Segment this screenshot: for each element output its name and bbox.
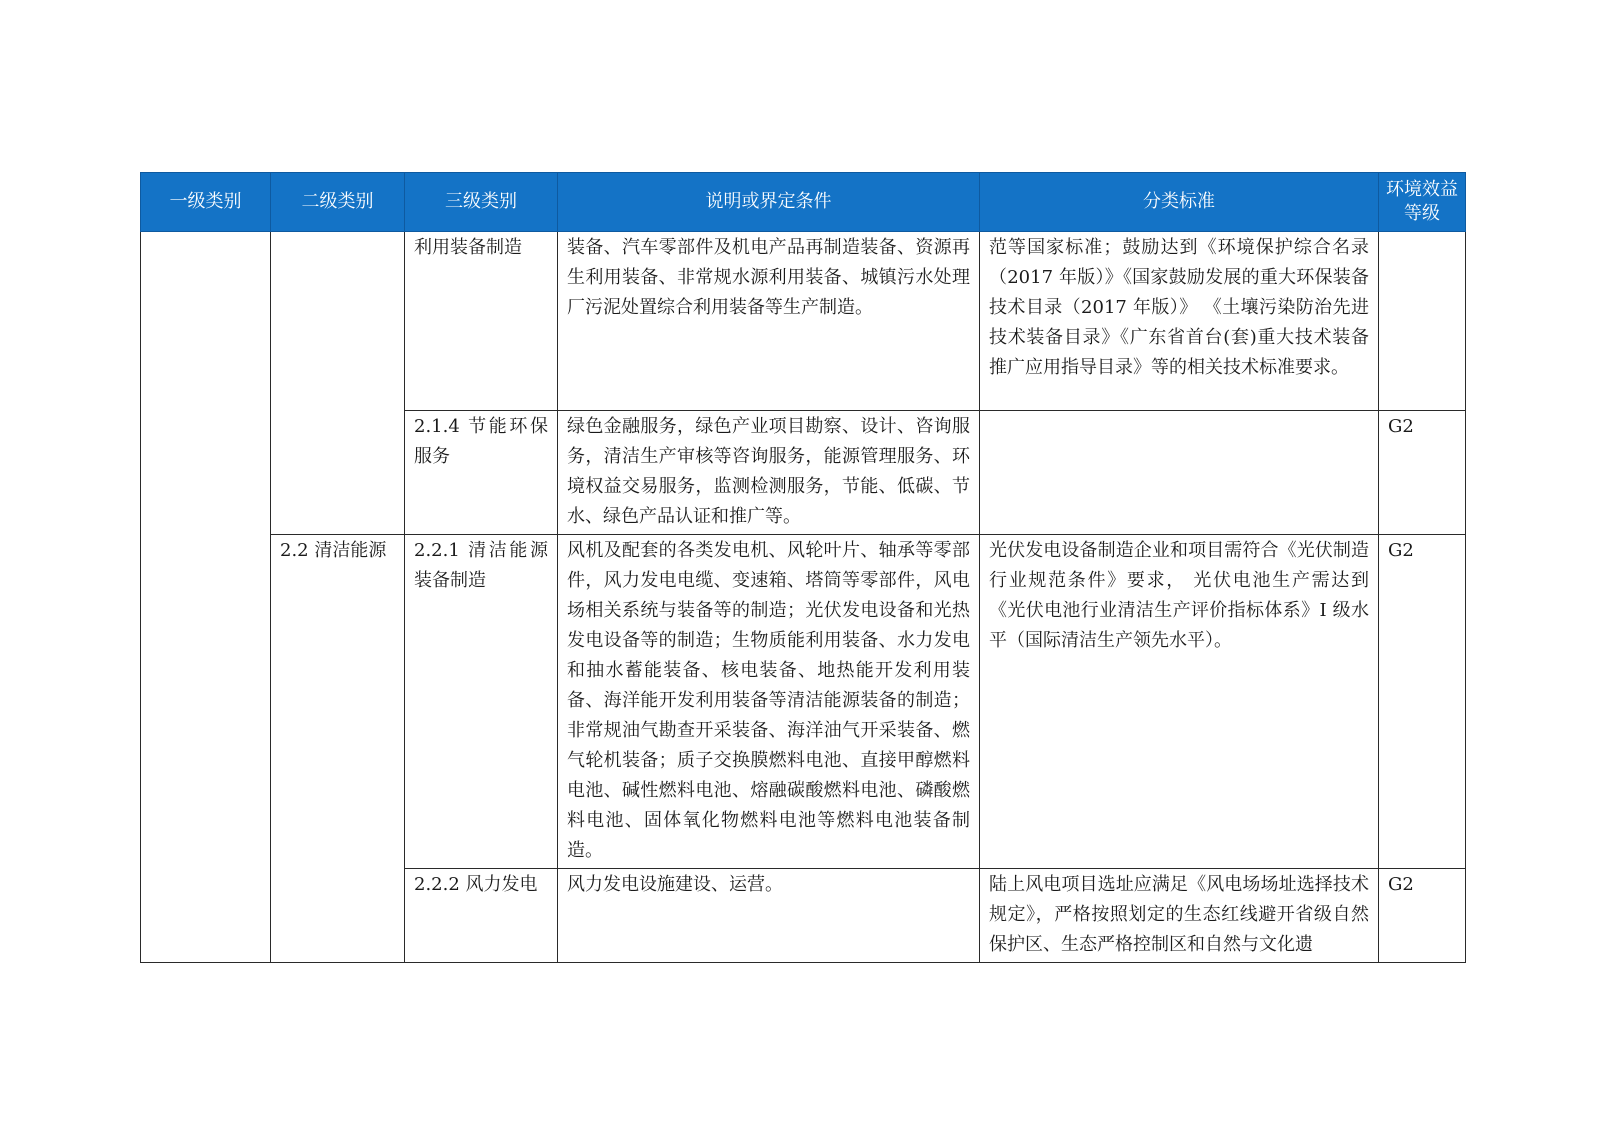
grade-cell (1379, 232, 1466, 411)
header-standard: 分类标准 (980, 173, 1379, 232)
grade-cell: G2 (1379, 535, 1466, 869)
table-row (141, 232, 1466, 411)
grade-cell: G2 (1379, 869, 1466, 963)
description-cell: 绿色金融服务，绿色产业项目勘察、设计、咨询服务，清洁生产审核等咨询服务，能源管理服务、环境权益交易服务，监测检测服务，节能、低碳、节水、绿色产品认证和推广等。 (558, 411, 980, 535)
standard-cell: 范等国家标准；鼓励达到《环境保护综合名录（2017 年版）》《国家鼓励发展的重大环保装备技术目录（2017 年版）》 《土壤污染防治先进技术装备目录》《广东省首台(套)重大技术装备推广应用指导目录》等的相关技术标准要求。 (980, 232, 1379, 411)
grade-cell: G2 (1379, 411, 1466, 535)
classification-table (140, 172, 1466, 963)
header-grade: 环境效益等级 (1379, 173, 1466, 232)
level1-cell (141, 232, 271, 963)
level3-cell: 2.2.1 清洁能源装备制造 (405, 535, 558, 869)
description-cell: 风力发电设施建设、运营。 (558, 869, 980, 963)
standard-cell (980, 411, 1379, 535)
level3-cell: 利用装备制造 (405, 232, 558, 411)
description-cell: 装备、汽车零部件及机电产品再制造装备、资源再生利用装备、非常规水源利用装备、城镇污水处理厂污泥处置综合利用装备等生产制造。 (558, 232, 980, 411)
level2-cell: 2.2 清洁能源 (271, 535, 405, 963)
level3-cell: 2.1.4 节能环保服务 (405, 411, 558, 535)
table-row (141, 535, 1466, 869)
level3-cell: 2.2.2 风力发电 (405, 869, 558, 963)
standard-cell: 陆上风电项目选址应满足《风电场场址选择技术规定》，严格按照划定的生态红线避开省级自然保护区、生态严格控制区和自然与文化遗 (980, 869, 1379, 963)
header-level2: 二级类别 (271, 173, 405, 232)
standard-cell: 光伏发电设备制造企业和项目需符合《光伏制造行业规范条件》要求， 光伏电池生产需达到《光伏电池行业清洁生产评价指标体系》I 级水平（国际清洁生产领先水平）。 (980, 535, 1379, 869)
header-level3: 三级类别 (405, 173, 558, 232)
level2-cell (271, 232, 405, 535)
header-description: 说明或界定条件 (558, 173, 980, 232)
description-cell: 风机及配套的各类发电机、风轮叶片、轴承等零部件，风力发电电缆、变速箱、塔筒等零部件，风电场相关系统与装备等的制造；光伏发电设备和光热发电设备等的制造；生物质能利用装备、水力发电和抽水蓄能装备、核电装备、地热能开发利用装备、海洋能开发利用装备等清洁能源装备的制造；非常规油气勘查开采装备、海洋油气开采装备、燃气轮机装备；质子交换膜燃料电池、直接甲醇燃料电池、碱性燃料电池、熔融碳酸燃料电池、磷酸燃料电池、固体氧化物燃料电池等燃料电池装备制造。 (558, 535, 980, 869)
header-row (141, 173, 1466, 232)
header-level1: 一级类别 (141, 173, 271, 232)
